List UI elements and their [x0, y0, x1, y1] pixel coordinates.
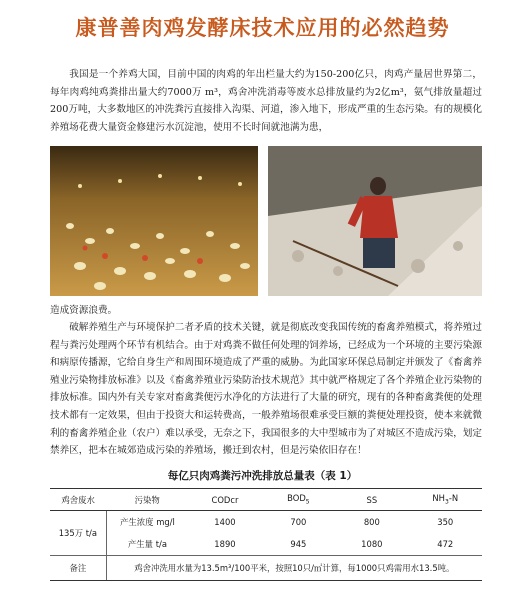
cell-codcr: 1890 — [188, 533, 261, 556]
solution-paragraph: 破解养殖生产与环境保护二者矛盾的技术关键，就是彻底改变我国传统的畜禽养殖模式，将养殖过程与粪污处理两个环节有机结合。由于对鸡粪不做任何处理的饲养场，已经成为一个环境的主要污染源和病原传播源，它给自身生产和周围环境造成了严重的威胁。为此国家环保总局制定并颁发了《畜禽养殖业污染物排放标准》以及《畜禽养殖业污染防治技术规范》其中就严格规定了各个养殖企业污染物的排放标准。国内外有关专家对畜禽粪便污水净化的方法进行了大量的研究，现有的各种畜禽粪便的处理技术都有一定效果，但由于投资大和运转费高，一般养殖场很难承受巨额的粪便处理投资，使本来就微利的畜禽养殖企业（农户）难以承受，无奈之下，我国很多的大中型城市为了对城区不造成污染，划定禁养区，把本在城郊造成污染的养殖场，搬迁到农村，但是污染依旧存在！ — [50, 322, 482, 457]
intro-paragraph: 我国是一个养鸡大国，目前中国的肉鸡的年出栏量大约为150-200亿只，肉鸡产量居世界第二，每年肉鸡纯鸡粪排出量大约7000万 m³，鸡舍冲洗消毒等废水总排放量约为2亿m³，氨气排放量超过200万吨，大多数地区的冲洗粪污直接排入沟渠、河道，渗入地下，形成严重的生态污染。有的规模化养殖场花费大量资金修建污水沉淀池，使用不长时间就池满为患， — [50, 69, 482, 133]
cell-ss: 1080 — [335, 533, 408, 556]
cell-ss: 800 — [363, 517, 380, 527]
table-title: 每亿只肉鸡粪污冲洗排放总量表（表 1） — [167, 470, 358, 482]
table-note-row — [50, 556, 482, 581]
header-wastewater: 鸡舍废水 — [50, 489, 106, 511]
row-label: 产生浓度 mg/l — [106, 511, 188, 534]
header-nh-label: NH — [432, 493, 445, 504]
header-nh-subscript: 3 — [444, 498, 449, 506]
cell-nh3n: 350 — [437, 517, 454, 527]
row-label: 产生量 t/a — [106, 533, 188, 556]
paragraph-continuation: 造成资源浪费。 — [50, 305, 118, 316]
cell-bod5: 945 — [262, 533, 335, 556]
page-title: 康普善肉鸡发酵床技术应用的必然趋势 — [75, 16, 450, 40]
header-bod-label: BOD — [287, 493, 306, 504]
emission-table — [50, 488, 482, 581]
note-label: 备注 — [50, 556, 106, 581]
header-pollutant: 污染物 — [106, 489, 188, 511]
cell-codcr: 1400 — [214, 517, 236, 527]
table-row — [50, 533, 482, 556]
note-text: 鸡舍冲洗用水量为13.5m³/100平米，按照10只/㎡计算，每1000只鸡需用水13.5吨。 — [106, 556, 482, 581]
header-bod-subscript: 5 — [305, 498, 310, 506]
header-nh3n — [409, 489, 482, 511]
table-row — [50, 511, 482, 534]
broiler-chicken-house-photo — [50, 146, 258, 296]
worker-turning-fermentation-bed-photo — [268, 146, 482, 296]
group-label: 135万 t/a — [50, 511, 106, 556]
header-bod5 — [262, 489, 335, 511]
cell-bod5: 700 — [290, 517, 307, 527]
cell-nh3n: 472 — [409, 533, 482, 556]
header-nh-tail: -N — [448, 493, 459, 504]
table-header-row — [50, 489, 482, 511]
header-codcr: CODcr — [188, 489, 261, 511]
header-ss: SS — [335, 489, 408, 511]
